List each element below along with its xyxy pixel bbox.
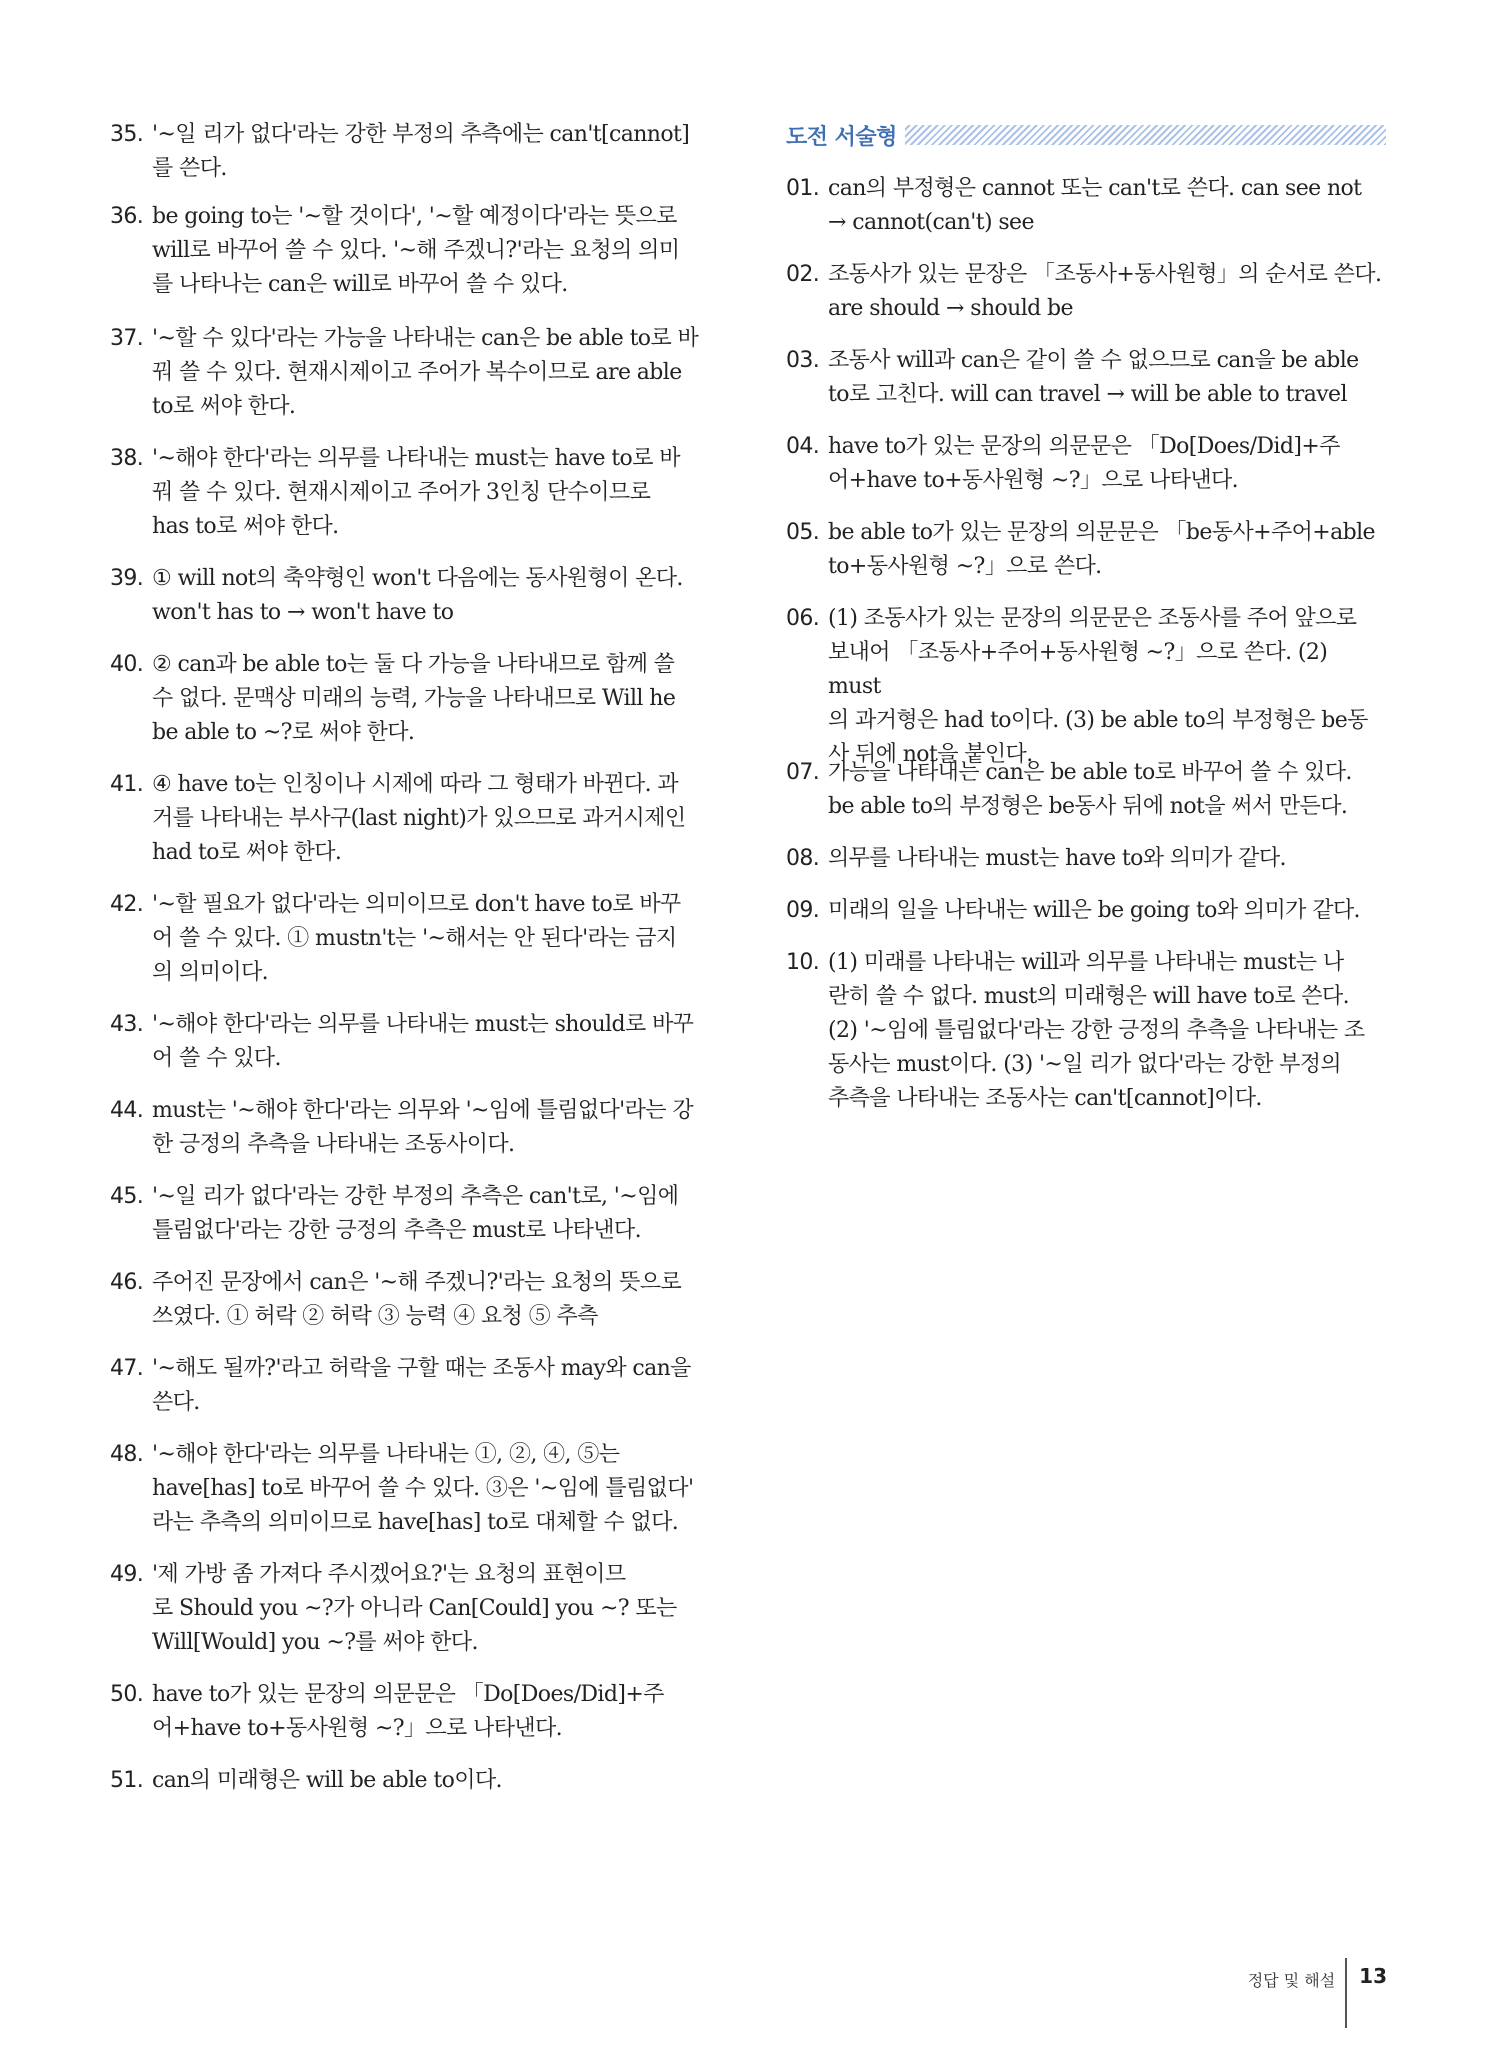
item-text: '~해야 한다'라는 의무를 나타내는 must는 have to로 바 꿔 쓸 수 있다. 현재시제이고 주어가 3인칭 단수이므로 has to로 써야 한다.: [152, 446, 680, 539]
item-number: 40.: [110, 652, 144, 677]
item-number: 38.: [110, 446, 144, 471]
item-number: 10.: [786, 950, 820, 975]
item-text: be able to가 있는 문장의 의문문은 「be동사+주어+able to+동사원형 ~?」으로 쓴다.: [828, 520, 1375, 579]
item-text: be going to는 '~할 것이다', '~할 예정이다'라는 뜻으로 will로 바꾸어 쓸 수 있다. '~해 주겠니?'라는 요청의 의미 를 나타나는 can은 will로 바꾸어 쓸 수 있다.: [152, 204, 680, 297]
item-text: can의 미래형은 will be able to이다.: [152, 1768, 502, 1793]
item-text: '~할 필요가 없다'라는 의미이므로 don't have to로 바꾸 어 쓸 수 있다. ① mustn't는 '~해서는 안 된다'라는 금지 의 의미이다.: [152, 892, 681, 985]
answer-item-37: [110, 322, 710, 424]
section-header: [786, 120, 1386, 150]
item-text: '제 가방 좀 가져다 주시겠어요?'는 요청의 표현이므 로 Should you ~?가 아니라 Can[Could] you ~? 또는 Will[Would] you ~?를 써야 한다.: [152, 1562, 677, 1655]
item-text: 미래의 일을 나타내는 will은 be going to와 의미가 같다.: [828, 898, 1360, 923]
answer-item-35: [110, 118, 710, 186]
item-text: must는 '~해야 한다'라는 의무와 '~임에 틀림없다'라는 강 한 긍정의 추측을 나타내는 조동사이다.: [152, 1098, 693, 1157]
item-text: have to가 있는 문장의 의문문은 「Do[Does/Did]+주 어+have to+동사원형 ~?」으로 나타낸다.: [828, 434, 1340, 493]
item-number: 49.: [110, 1562, 144, 1587]
item-text: '~해야 한다'라는 의무를 나타내는 must는 should로 바꾸 어 쓸 수 있다.: [152, 1012, 694, 1071]
answer-item-44: [110, 1094, 710, 1162]
item-text: (1) 조동사가 있는 문장의 의문문은 조동사를 주어 앞으로 보내어 「조동사+주어+동사원형 ~?」으로 쓴다. (2) must 의 과거형은 had to이다. (3) be able to의 부정형은 be동 사 뒤에 not을 붙인다.: [828, 606, 1368, 767]
item-text: (1) 미래를 나타내는 will과 의무를 나타내는 must는 나 란히 쓸 수 없다. must의 미래형은 will have to로 쓴다. (2) '~임에 틀림없다'라는 강한 긍정의 추측을 나타내는 조 동사는 must이다. (3) '~일 리가 없다'라는 강한 부정의 추측을 나타내는 조동사는 can't[cannot]이다.: [828, 950, 1365, 1111]
item-text: 조동사 will과 can은 같이 쓸 수 없으므로 can을 be able to로 고친다. will can travel → will be able to travel: [828, 348, 1359, 407]
hatch-decoration: [905, 125, 1386, 145]
item-text: ② can과 be able to는 둘 다 가능을 나타내므로 함께 쓸 수 없다. 문맥상 미래의 능력, 가능을 나타내므로 Will he be able to ~?로 써야 한다.: [152, 652, 676, 745]
item-number: 42.: [110, 892, 144, 917]
answer-item-10: [786, 946, 1386, 1116]
item-text: '~해도 될까?'라고 허락을 구할 때는 조동사 may와 can을 쓴다.: [152, 1356, 691, 1415]
section-title: 도전 서술형: [786, 124, 897, 150]
item-text: 주어진 문장에서 can은 '~해 주겠니?'라는 요청의 뜻으로 쓰였다. ① 허락 ② 허락 ③ 능력 ④ 요청 ⑤ 추측: [152, 1270, 682, 1329]
item-number: 04.: [786, 434, 820, 459]
answer-item-41: [110, 768, 710, 870]
item-number: 09.: [786, 898, 820, 923]
item-text: '~일 리가 없다'라는 강한 부정의 추측은 can't로, '~임에 틀림없다'라는 강한 긍정의 추측은 must로 나타낸다.: [152, 1184, 679, 1243]
answer-item-36: [110, 200, 710, 302]
answer-item-04: [786, 430, 1386, 498]
item-number: 02.: [786, 262, 820, 287]
item-number: 39.: [110, 566, 144, 591]
item-number: 43.: [110, 1012, 144, 1037]
answer-item-51: [110, 1764, 710, 1798]
item-number: 07.: [786, 760, 820, 785]
answer-item-40: [110, 648, 710, 750]
item-number: 44.: [110, 1098, 144, 1123]
item-text: ① will not의 축약형인 won't 다음에는 동사원형이 온다. won't has to → won't have to: [152, 566, 683, 625]
answer-item-38: [110, 442, 710, 544]
item-number: 37.: [110, 326, 144, 351]
item-text: can의 부정형은 cannot 또는 can't로 쓴다. can see not → cannot(can't) see: [828, 176, 1362, 235]
item-number: 05.: [786, 520, 820, 545]
item-text: 조동사가 있는 문장은 「조동사+동사원형」의 순서로 쓴다. are should → should be: [828, 262, 1382, 321]
answer-item-06: [786, 602, 1386, 772]
item-text: have to가 있는 문장의 의문문은 「Do[Does/Did]+주 어+have to+동사원형 ~?」으로 나타낸다.: [152, 1682, 664, 1741]
item-number: 41.: [110, 772, 144, 797]
item-number: 35.: [110, 122, 144, 147]
item-text: 의무를 나타내는 must는 have to와 의미가 같다.: [828, 846, 1286, 871]
page-number: 13: [1359, 1964, 1387, 1988]
answer-item-47: [110, 1352, 710, 1420]
item-number: 47.: [110, 1356, 144, 1381]
answer-item-45: [110, 1180, 710, 1248]
item-text: ④ have to는 인칭이나 시제에 따라 그 형태가 바뀐다. 과 거를 나타내는 부사구(last night)가 있으므로 과거시제인 had to로 써야 한다.: [152, 772, 686, 865]
item-number: 01.: [786, 176, 820, 201]
answer-item-43: [110, 1008, 710, 1076]
item-text: '~할 수 있다'라는 가능을 나타내는 can은 be able to로 바 꿔 쓸 수 있다. 현재시제이고 주어가 복수이므로 are able to로 써야 한다.: [152, 326, 699, 419]
page-footer: [1248, 1958, 1387, 2018]
item-number: 45.: [110, 1184, 144, 1209]
answer-item-05: [786, 516, 1386, 584]
answer-item-50: [110, 1678, 710, 1746]
answer-item-46: [110, 1266, 710, 1334]
item-number: 03.: [786, 348, 820, 373]
footer-label: 정답 및 해설: [1247, 1971, 1336, 1990]
answer-item-39: [110, 562, 710, 630]
item-text: '~일 리가 없다'라는 강한 부정의 추측에는 can't[cannot] 를 쓴다.: [152, 122, 690, 181]
answer-item-03: [786, 344, 1386, 412]
item-text: '~해야 한다'라는 의무를 나타내는 ①, ②, ④, ⑤는 have[has] to로 바꾸어 쓸 수 있다. ③은 '~임에 틀림없다' 라는 추측의 의미이므로 have[has] to로 대체할 수 없다.: [152, 1442, 694, 1535]
answer-item-01: [786, 172, 1386, 240]
answer-item-07: [786, 756, 1386, 824]
item-number: 46.: [110, 1270, 144, 1295]
answer-item-08: [786, 842, 1386, 876]
item-number: 50.: [110, 1682, 144, 1707]
answer-item-48: [110, 1438, 710, 1540]
item-number: 51.: [110, 1768, 144, 1793]
answer-item-49: [110, 1558, 710, 1660]
answer-item-42: [110, 888, 710, 990]
answer-item-02: [786, 258, 1386, 326]
item-number: 36.: [110, 204, 144, 229]
item-number: 08.: [786, 846, 820, 871]
footer-divider: [1345, 1958, 1347, 2028]
item-number: 06.: [786, 606, 820, 631]
item-text: 가능을 나타내는 can은 be able to로 바꾸어 쓸 수 있다. be able to의 부정형은 be동사 뒤에 not을 써서 만든다.: [828, 760, 1352, 819]
answer-item-09: [786, 894, 1386, 928]
item-number: 48.: [110, 1442, 144, 1467]
